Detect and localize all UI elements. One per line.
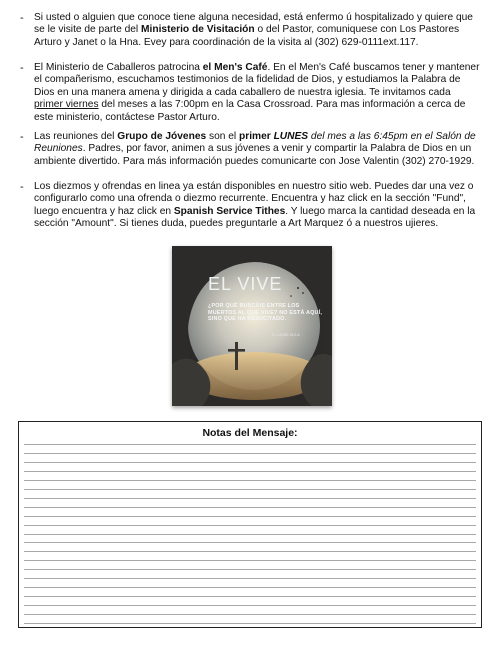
bold-run: el Men's Café: [202, 62, 268, 73]
bullet-dash: -: [20, 12, 24, 24]
text-run: o del Pastor, comuniquese con Los Pastores Arturo y Janet o la Hna. Evey para coordinación de la visita al (302) 629-0111ext.117.: [34, 24, 460, 48]
note-line: [24, 453, 476, 454]
text-run: Los diezmos y ofrendas en linea ya están disponibles en nuestro sitio web. Puedes dar una vez o configurarlo como una ofrenda o diezmo recurrente. Encuentra y haz click en la sección "Fund", luego encuentra y haz click en: [34, 181, 474, 217]
bullet-dash: -: [20, 62, 24, 74]
italic-run: del mes a las 6:45pm en el Salón de Reuniones: [34, 131, 476, 155]
bold-run: Grupo de Jóvenes: [117, 131, 207, 142]
text-run: Las reuniones del: [34, 131, 118, 142]
text-run: . Padres, por favor, animen a sus jóvenes a venir y compartir la Palabra de Dios en un ambiente divertido. Para más información puedes comunicarte con Jose Valentin (302) 270-1929.: [34, 143, 475, 167]
announcement-text: [34, 12, 482, 49]
bold-run: Ministerio de Visitación: [141, 24, 255, 36]
announcement-youth-group: [20, 131, 482, 168]
bold-run: primer: [239, 131, 274, 142]
announcement-mens-cafe: [20, 62, 482, 124]
note-line: [24, 480, 476, 481]
note-line: [24, 551, 476, 552]
bold-run: Spanish Service Tithes: [173, 205, 286, 217]
note-line: [24, 596, 476, 597]
announcement-text: [34, 62, 482, 124]
note-line: [24, 525, 476, 526]
note-line: [24, 560, 476, 561]
note-line: [24, 542, 476, 543]
poster-title: EL VIVE: [208, 274, 283, 294]
note-line: [24, 516, 476, 517]
announcement-text: [34, 181, 482, 231]
text-run: El Ministerio de Caballeros patrocina: [34, 62, 203, 73]
text-run: . Y luego marca la cantidad deseada en la sección "Amount". Si tienes duda, puedes preguntarle a Art Marquez ó a nuestros ujieres.: [34, 205, 476, 230]
note-line: [24, 578, 476, 579]
bullet-dash: -: [20, 181, 24, 193]
tomb-opening-illustration: [172, 246, 332, 406]
note-line: [24, 498, 476, 499]
announcement-text: [34, 131, 482, 168]
note-line: [24, 471, 476, 472]
note-line: [24, 623, 476, 624]
message-notes-box: [18, 421, 482, 628]
note-line: [24, 534, 476, 535]
note-line: [24, 569, 476, 570]
note-line: [24, 605, 476, 606]
easter-poster-image: [172, 246, 332, 406]
note-line: [24, 462, 476, 463]
underlined-run: primer viernes: [34, 99, 99, 111]
poster-verse: ¿POR QUÉ BUSCÁIS ENTRE LOS MUERTOS AL QUE VIVE? NO ESTÁ AQUÍ, SINO QUE HA RESUCITADO.: [208, 303, 323, 323]
text-run: del meses a las 7:00pm en la Casa Crossroad. Para mas información a cerca de este ministerio, contáctese Pastor Arturo.: [34, 99, 466, 123]
note-line: [24, 489, 476, 490]
notes-title: Notas del Mensaje:: [202, 427, 298, 439]
note-line: [24, 587, 476, 588]
text-run: son el: [206, 131, 240, 142]
announcement-online-tithes: [20, 181, 482, 231]
note-line: [24, 444, 476, 445]
note-line: [24, 614, 476, 615]
text-run: . En el Men's Café buscamos tener y mantener el compañerismo, escuchamos testimonios de la fidelidad de Dios, y estudiamos la Palabra de Dios en una manera amena y dirigida a cada caballero de nuestra iglesia. Te invitamos cada: [34, 62, 480, 98]
text-run: Si usted o alguien que conoce tiene alguna necesidad, está enfermo ú hospitalizado y quiere que se le visite de parte del: [34, 12, 473, 36]
bold-italic-run: LUNES: [273, 131, 309, 142]
announcement-visitation: [20, 12, 482, 49]
bullet-dash: -: [20, 131, 24, 143]
poster-reference: S. LUCAS 24:5-6: [272, 333, 300, 337]
note-line: [24, 507, 476, 508]
